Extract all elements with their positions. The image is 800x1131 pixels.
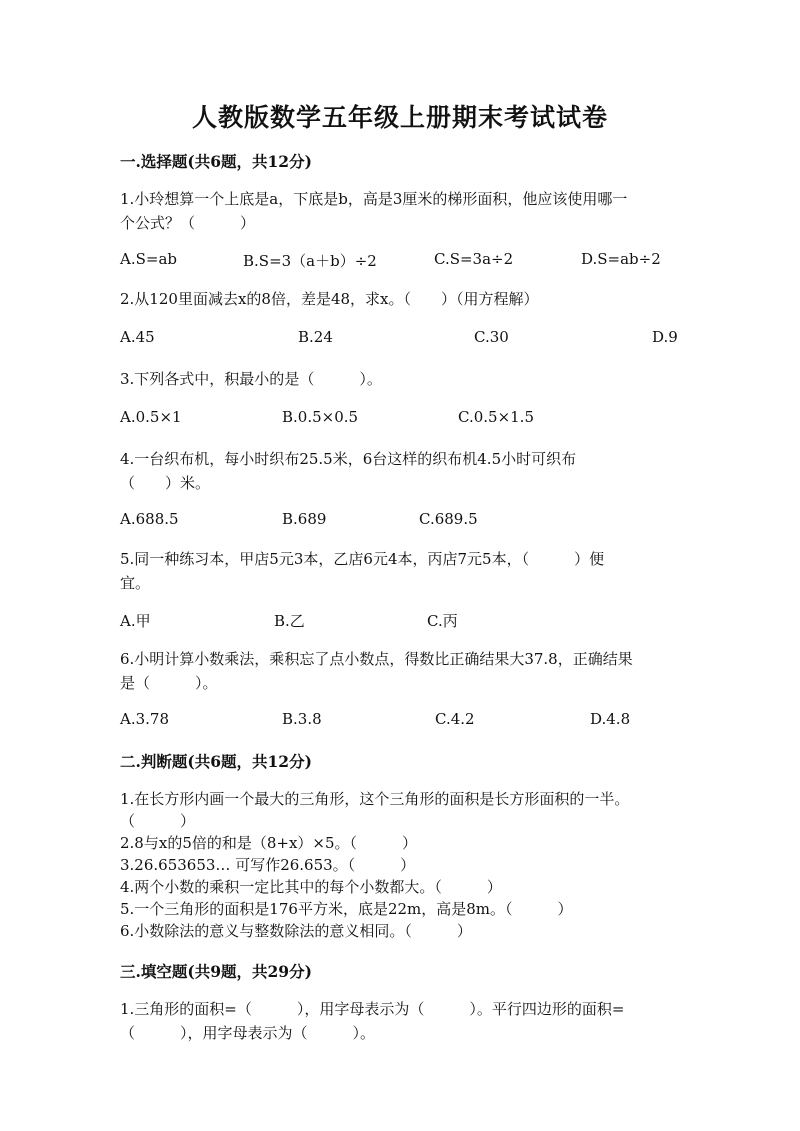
q2-line1: 2.从120里面减去x的8倍，差是48，求x。（ ）（用方程解） bbox=[120, 290, 539, 308]
q4-option-b: B.689 bbox=[282, 510, 327, 528]
fill-line-1b: （ ），用字母表示为（ ）。 bbox=[120, 1024, 376, 1042]
q6-option-a: A.3.78 bbox=[120, 710, 169, 728]
q4-line2: （ ）米。 bbox=[120, 474, 211, 492]
judge-line-4: 4.两个小数的乘积一定比其中的每个小数都大。（ ） bbox=[120, 878, 502, 896]
q6-option-c: C.4.2 bbox=[435, 710, 475, 728]
q3-option-c: C.0.5×1.5 bbox=[458, 408, 534, 426]
judge-line-2: 2.8与x的5倍的和是（8+x）×5。（ ） bbox=[120, 834, 418, 852]
q3-option-b: B.0.5×0.5 bbox=[282, 408, 359, 426]
q2-option-d: D.9 bbox=[652, 328, 678, 346]
q6-option-b: B.3.8 bbox=[282, 710, 322, 728]
q6-line2: 是（ ）。 bbox=[120, 674, 218, 692]
section-3-heading: 三.填空题(共9题，共29分) bbox=[120, 962, 312, 981]
q3-option-a: A.0.5×1 bbox=[120, 408, 182, 426]
fill-line-1: 1.三角形的面积=（ ），用字母表示为（ ）。平行四边形的面积= bbox=[120, 1000, 625, 1018]
q5-option-a: A.甲 bbox=[120, 612, 151, 630]
section-2-heading: 二.判断题(共6题，共12分) bbox=[120, 752, 312, 771]
q5-line1: 5.同一种练习本，甲店5元3本，乙店6元4本，丙店7元5本，（ ）便 bbox=[120, 550, 605, 568]
q4-option-c: C.689.5 bbox=[419, 510, 478, 528]
judge-line-1: 1.在长方形内画一个最大的三角形，这个三角形的面积是长方形面积的一半。 bbox=[120, 790, 630, 808]
q5-option-c: C.丙 bbox=[427, 612, 458, 630]
q5-line2: 宜。 bbox=[120, 574, 151, 592]
q4-option-a: A.688.5 bbox=[120, 510, 179, 528]
judge-line-5: 5.一个三角形的面积是176平方米，底是22m，高是8m。（ ） bbox=[120, 900, 573, 918]
exam-title: 人教版数学五年级上册期末考试试卷 bbox=[191, 103, 608, 132]
q6-line1: 6.小明计算小数乘法，乘积忘了点小数点，得数比正确结果大37.8，正确结果 bbox=[120, 650, 633, 668]
judge-line-1b: （ ） bbox=[120, 812, 196, 830]
q1-line1: 1.小玲想算一个上底是a，下底是b，高是3厘米的梯形面积，他应该使用哪一 bbox=[120, 190, 628, 208]
q5-option-b: B.乙 bbox=[274, 612, 305, 630]
q1-option-c: C.S=3a÷2 bbox=[434, 250, 514, 268]
judge-line-6: 6.小数除法的意义与整数除法的意义相同。（ ） bbox=[120, 922, 472, 940]
q1-line2: 个公式？（ ） bbox=[120, 214, 256, 232]
section-1-heading: 一.选择题(共6题，共12分) bbox=[120, 152, 312, 171]
q2-option-c: C.30 bbox=[474, 328, 509, 346]
q1-option-a: A.S=ab bbox=[120, 250, 177, 268]
judge-line-3: 3.26.653653… 可写作26.653。（ ） bbox=[120, 856, 416, 874]
q4-line1: 4.一台织布机，每小时织布25.5米，6台这样的织布机4.5小时可织布 bbox=[120, 450, 577, 468]
q1-option-b: B.S=3（a＋b）÷2 bbox=[243, 252, 377, 270]
q3-line1: 3.下列各式中，积最小的是（ ）。 bbox=[120, 370, 382, 388]
q1-option-d: D.S=ab÷2 bbox=[581, 250, 661, 268]
q2-option-a: A.45 bbox=[120, 328, 155, 346]
q6-option-d: D.4.8 bbox=[590, 710, 631, 728]
q2-option-b: B.24 bbox=[298, 328, 333, 346]
